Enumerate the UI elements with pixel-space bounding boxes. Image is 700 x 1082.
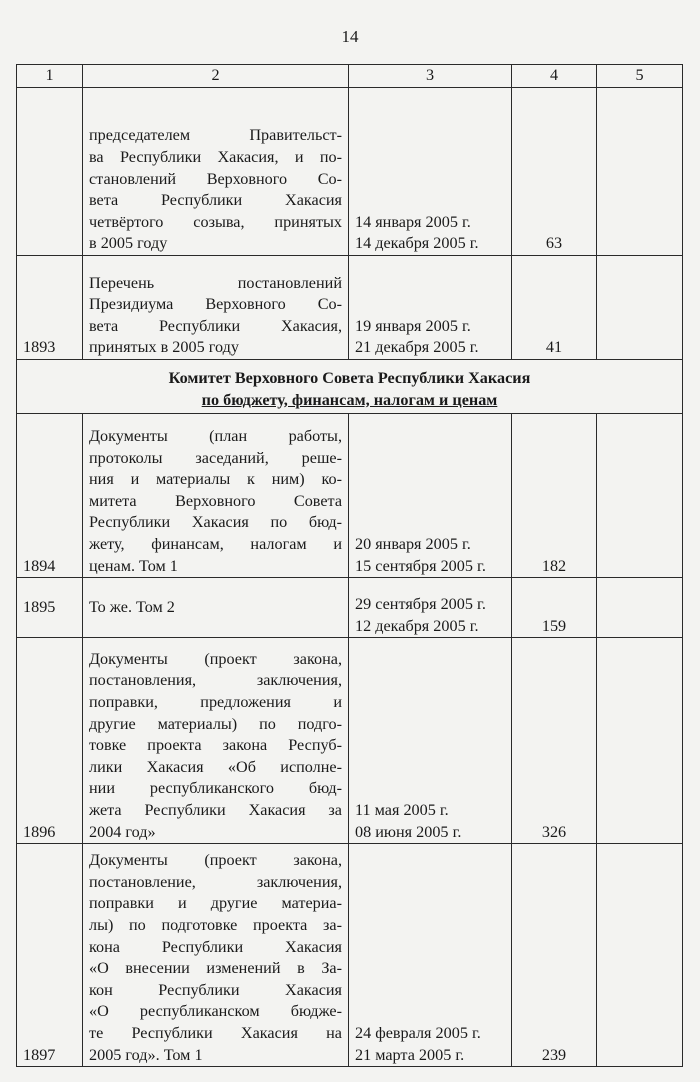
record-number: 1896: [17, 638, 83, 844]
record-number: 1893: [17, 256, 83, 360]
inventory-table: [16, 64, 683, 1067]
table-row: [17, 414, 683, 578]
column-header-2: 2: [83, 65, 349, 88]
record-dates: 24 февраля 2005 г. 21 марта 2005 г.: [349, 844, 512, 1067]
record-notes: [597, 844, 683, 1067]
column-header-5: 5: [597, 65, 683, 88]
record-notes: [597, 578, 683, 638]
record-notes: [597, 256, 683, 360]
record-title: Документы (проект закона, постановления, заключения, поправки, предложения и другие материалы) по подго- товке проекта закона Респуб- лики Хакасия «Об исполне- нии республиканского бюд- жета Республики Хакасия за 2004 год»: [83, 638, 349, 844]
record-pages: 326: [512, 638, 597, 844]
record-notes: [597, 88, 683, 256]
record-dates: 11 мая 2005 г. 08 июня 2005 г.: [349, 638, 512, 844]
record-number: 1894: [17, 414, 83, 578]
column-header-4: 4: [512, 65, 597, 88]
record-pages: 239: [512, 844, 597, 1067]
record-title: То же. Том 2: [83, 578, 349, 638]
table-row: [17, 88, 683, 256]
record-title: председателем Правительст- ва Республики Хакасия, и по- становлений Верховного Со- вета Республики Хакасия четвёртого созыва, принятых в 2005 году: [83, 88, 349, 256]
record-number: [17, 88, 83, 256]
record-title: Документы (проект закона, постановление, заключения, поправки и другие материа- лы) по подготовке проекта за- кона Республики Хакасия «О внесении изменений в За- кон Республики Хакасия «О республиканском бюдже- те Республики Хакасия на 2005 год». Том 1: [83, 844, 349, 1067]
record-pages: 159: [512, 578, 597, 638]
section-heading-row: [17, 360, 683, 414]
record-number: 1895: [17, 578, 83, 638]
record-notes: [597, 638, 683, 844]
record-pages: 41: [512, 256, 597, 360]
record-dates: 19 января 2005 г. 21 декабря 2005 г.: [349, 256, 512, 360]
record-dates: 29 сентября 2005 г. 12 декабря 2005 г.: [349, 578, 512, 638]
record-notes: [597, 414, 683, 578]
page-number: 14: [341, 27, 359, 46]
section-heading: Комитет Верховного Совета Республики Хакасия по бюджету, финансам, налогам и ценам: [17, 360, 683, 414]
column-header-3: 3: [349, 65, 512, 88]
table-row: [17, 638, 683, 844]
column-header-1: 1: [17, 65, 83, 88]
record-dates: 20 января 2005 г. 15 сентября 2005 г.: [349, 414, 512, 578]
record-title: Документы (план работы, протоколы заседаний, реше- ния и материалы к ним) ко- митета Верховного Совета Республики Хакасия по бюд- жету, финансам, налогам и ценам. Том 1: [83, 414, 349, 578]
record-dates: 14 января 2005 г. 14 декабря 2005 г.: [349, 88, 512, 256]
record-pages: 63: [512, 88, 597, 256]
table-row: [17, 578, 683, 638]
column-number-row: [17, 65, 683, 88]
record-title: Перечень постановлений Президиума Верховного Со- вета Республики Хакасия, принятых в 2005 году: [83, 256, 349, 360]
table-row: [17, 256, 683, 360]
table-row: [17, 844, 683, 1067]
record-number: 1897: [17, 844, 83, 1067]
record-pages: 182: [512, 414, 597, 578]
